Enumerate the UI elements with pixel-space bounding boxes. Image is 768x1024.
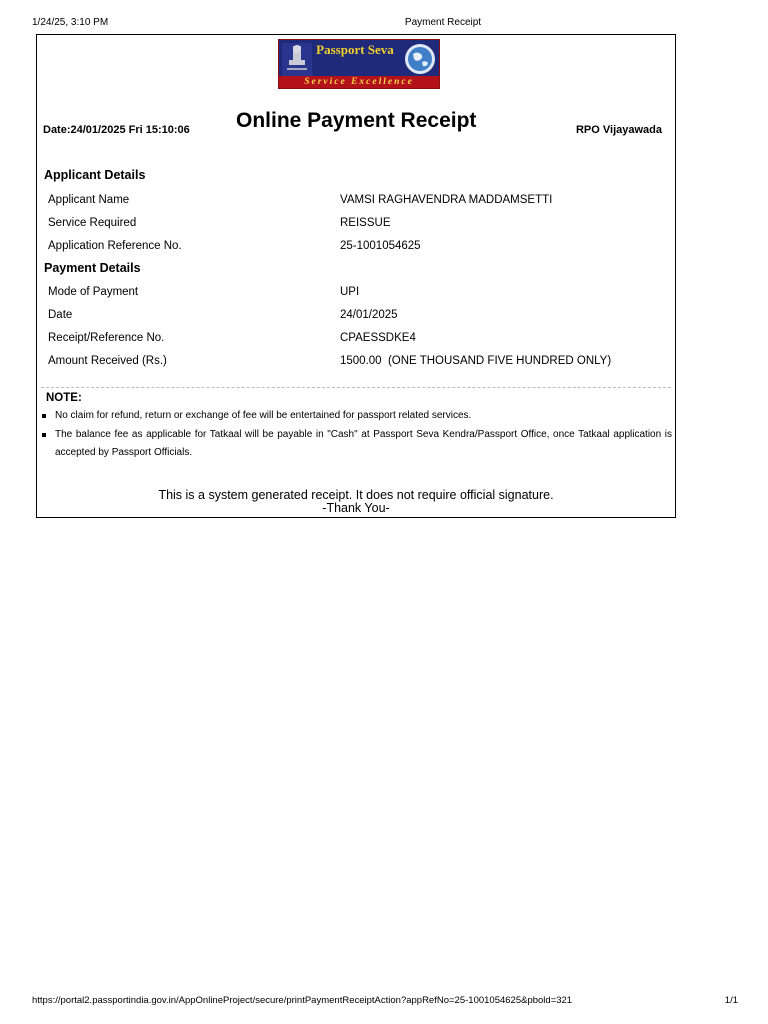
payment-mode-value: UPI bbox=[340, 286, 360, 298]
note-divider bbox=[41, 387, 671, 388]
payment-date-value: 24/01/2025 bbox=[340, 309, 398, 321]
print-url[interactable]: https://portal2.passportindia.gov.in/AppOnlineProject/secure/printPaymentReceiptAction?appRefNo=25-1001054625&pbold=321 bbox=[32, 995, 573, 1006]
receipt-ref-label: Receipt/Reference No. bbox=[48, 332, 165, 344]
applicant-name-value: VAMSI RAGHAVENDRA MADDAMSETTI bbox=[340, 194, 553, 206]
note-heading: NOTE: bbox=[46, 392, 82, 404]
system-generated-message: This is a system generated receipt. It does not require official signature. bbox=[158, 488, 554, 502]
application-ref-label: Application Reference No. bbox=[48, 240, 182, 252]
logo-tagline: Service Excellence bbox=[279, 76, 439, 88]
print-page-title: Payment Receipt bbox=[404, 17, 482, 28]
bullet-icon bbox=[42, 414, 46, 418]
amount-label: Amount Received (Rs.) bbox=[48, 355, 167, 367]
note-item-text: The balance fee as applicable for Tatkaal will be payable in "Cash" at Passport Seva Kendra/Passport Office, once Tatkaal application is accepted by Passport Officials. bbox=[55, 429, 672, 458]
print-datetime: 1/24/25, 3:10 PM bbox=[32, 17, 109, 28]
page-number: 1/1 bbox=[724, 995, 738, 1006]
note-item bbox=[55, 426, 672, 462]
receipt-date: Date:24/01/2025 Fri 15:10:06 bbox=[43, 124, 190, 136]
payment-date-label: Date bbox=[48, 309, 73, 321]
globe-icon bbox=[404, 43, 436, 75]
passport-seva-logo bbox=[278, 39, 440, 89]
national-emblem-icon bbox=[282, 43, 312, 76]
note-item bbox=[55, 407, 672, 425]
applicant-details-heading: Applicant Details bbox=[44, 168, 146, 182]
payment-mode-label: Mode of Payment bbox=[48, 286, 139, 298]
logo-title: Passport Seva bbox=[316, 42, 394, 57]
application-ref-value: 25-1001054625 bbox=[340, 240, 421, 252]
note-item-text: No claim for refund, return or exchange of fee will be entertained for passport related services. bbox=[55, 410, 472, 421]
service-required-value: REISSUE bbox=[340, 217, 391, 229]
service-required-label: Service Required bbox=[48, 217, 137, 229]
payment-details-heading: Payment Details bbox=[44, 261, 141, 275]
receipt-ref-value: CPAESSDKE4 bbox=[340, 332, 416, 344]
rpo-office: RPO Vijayawada bbox=[575, 124, 662, 136]
bullet-icon bbox=[42, 433, 46, 437]
receipt-panel bbox=[36, 34, 676, 518]
applicant-name-label: Applicant Name bbox=[48, 194, 130, 206]
amount-value: 1500.00 (ONE THOUSAND FIVE HUNDRED ONLY) bbox=[340, 355, 612, 367]
thank-you-text: -Thank You- bbox=[322, 501, 390, 515]
receipt-title: Online Payment Receipt bbox=[236, 109, 477, 132]
